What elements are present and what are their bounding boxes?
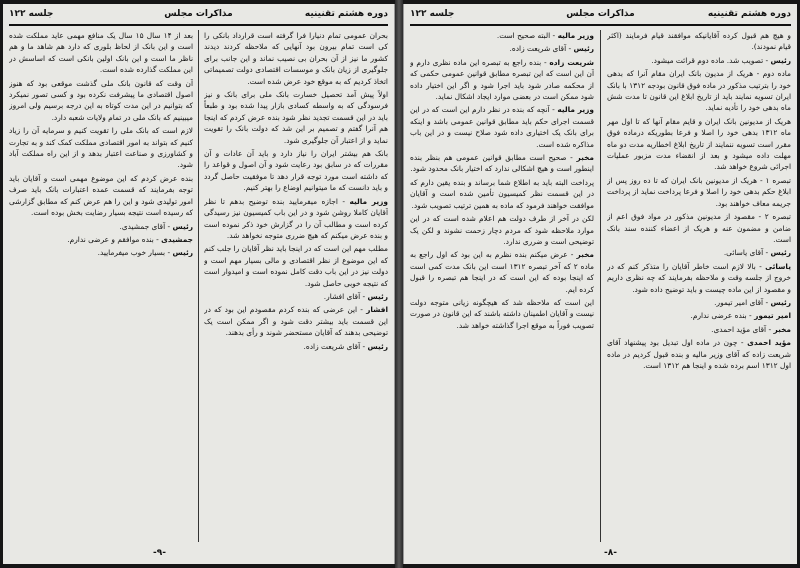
text-column-right xyxy=(204,30,388,542)
speaker-name: شریعت زاده xyxy=(549,57,594,67)
speaker-name: وزیر مالیه xyxy=(557,105,594,115)
paragraph-text: اجازه میفرمایید بنده توضیح بدهم تا نظر آقایان کاملا روشن شود و در این باب کمیسیون نیز رسیدگی کرده است و مطالب آن را در گزارش خود ذکر نموده است و بنده عرض میکنم که هیچ ضرری متوجه نخواهد شد. xyxy=(204,196,388,240)
text-column-right xyxy=(607,30,791,542)
paragraph-text: بعد از ۱۴ سال ۱۵ سال یک منافع مهمی عاید مملکت شده است و این بانک از لحاظ بلوری که دارد هم شاهد ما و هم ناظر ما است و این بانک اولین بانکی است که اساسش در این مملکت گذارده شده است. xyxy=(9,31,193,75)
speaker-name: مخبر xyxy=(576,153,594,163)
running-header xyxy=(410,8,791,24)
header-publication: دوره هشتم تقنینیه xyxy=(304,9,388,19)
speaker-name: مخبر xyxy=(576,250,594,260)
paragraph-text: بحران عمومی تمام دنیارا فرا گرفته است قرارداد بانکی را کی است تمام بیرون بود آنهایی که ملاحظه کردند دیدند کشور ما نیز از آن بحران بی نصیب نماند و این جانب برای جلوگیری از زیان بانک و موسسات اقتصادی دولت تصمیماتی اتخاذ کردیم که به موقع خود عرض شده است. xyxy=(204,31,388,86)
paragraph-text: بنده عرض کردم که این موضوع مهمی است و آقایان باید توجه بفرمایند که قسمت عمده اعتبارات بانک باید صرف امور تولیدی شود و این را هم عرض کنم که مطابق گزارشی که رسیده است نتیجه بسیار رضایت بخش بوده است. xyxy=(9,173,193,218)
speaker-name: افشار xyxy=(366,305,388,315)
paragraph-text: آقای امیر تیمور. xyxy=(714,297,764,307)
paragraph: افشار - این عرضی که بنده کردم مقصودم این بود که در این قسمت باید بیشتر دقت شود و اگر ممکن است یک توضیحی بدهند که آقایان مستحضر شوند و رأی بدهند. xyxy=(204,305,388,338)
speaker-name: رئیس xyxy=(770,248,791,258)
column-divider xyxy=(198,30,199,542)
header-rule xyxy=(410,24,791,26)
paragraph: رئیس - آقای شریعت زاده. xyxy=(509,44,594,54)
header-rule xyxy=(9,24,388,26)
paragraph: رئیس - آقای امیر تیمور. xyxy=(714,297,791,307)
paragraph-text: بنده عرضی ندارم. xyxy=(690,311,747,321)
paragraph xyxy=(410,297,594,331)
page-number: -۹- xyxy=(153,548,166,558)
paragraph-text: هریک از مدیونین بانک ایران و قایم مقام آنها که تا اول مهر ماه ۱۳۱۲ بدهی خود را اصلا و فرعا بطوریکه درماده فوق مقرر است تسویه ننمایند از تاریخ ابلاغ اخطاریه مدت دو ماه مهلت داده میشود و بعد از انقضاء مدت مزبور عملیات اجرائی شروع خواهد شد. xyxy=(607,116,791,172)
paragraph xyxy=(204,89,388,146)
paragraph-text: اولاً پیش آمد تحصیل خسارت بانک ملی برای بانک و نیز فرسودگی که به واسطه کسادی بازار پیدا شده بود و طبعاً باید در این قسمت تجدید نظر شود بنده عرض کردم که اینجا هم آنرا گفتم و تصمیم بر این شد که دولت بانک را تقویت نماید و از اعتبار آن جلوگیری شود. xyxy=(204,90,388,145)
speaker-name: رئیس xyxy=(172,221,193,231)
paragraph-text: تبصره ۲ - مقصود از مدیونین مذکور در مواد فوق اعم از ضامن و مضمون عنه و هریک از اعضاء کننده سند بانک است. xyxy=(607,212,791,244)
paragraph xyxy=(607,175,791,209)
paragraph-text: این است که ملاحظه شد که هیچگونه زیانی متوجه دولت نیست و آقایان اطمینان داشته باشند که این قانون در صورت تصویب فوراً به موقع اجرا گذاشته خواهد شد. xyxy=(410,297,594,330)
speaker-name: مؤید احمدی xyxy=(747,338,791,348)
speaker-name: رئیس xyxy=(770,297,791,307)
paragraph: رئیس - آقای افشار. xyxy=(323,291,388,301)
paragraph: مخبر - صحیح است مطابق قوانین عمومی هم بنظر بنده اینطور است و هیچ اشکالی ندارد که اختیار بانک محدود شود. xyxy=(410,153,594,174)
paragraph: یاسائی - بالا لازم است خاطر آقایان را متذکر کنم که در خروج از جلسه وقت و ملاحظه بفرمایند که چه نظری داریم و مقصود از این ماده چیست و باید توضیح داده شود. xyxy=(607,261,791,294)
paragraph-text: بالا لازم است خاطر آقایان را متذکر کنم که در خروج از جلسه وقت و ملاحظه بفرمایند که چه نظری داریم و مقصود از این ماده چیست و باید توضیح داده شود. xyxy=(607,261,791,294)
page-number: -۸- xyxy=(604,548,617,558)
header-title: مذاکرات مجلس xyxy=(164,9,233,19)
paragraph xyxy=(410,213,594,247)
speaker-name: وزیر مالیه xyxy=(349,196,388,206)
paragraph-text: عرض میکنم بنده نظرم به این بود که اول راجع به ماده ۲ که آخر تبصره ۱۳۱۲ است این بانک مدت کمی است که اینجا بوده که این است که در اینجا هم تبصره را قبول کرده ایم. xyxy=(410,250,594,294)
speaker-name: جمشیدی xyxy=(161,234,193,244)
speaker-name: امیر تیمور xyxy=(754,311,791,321)
paragraph: مخبر - آقای مؤید احمدی. xyxy=(711,324,791,334)
paragraph-text: آقای شریعت زاده. xyxy=(509,44,567,54)
paragraph-text: بسیار خوب میفرمایید. xyxy=(97,248,166,258)
speaker-name: وزیر مالیه xyxy=(557,31,594,40)
paragraph: مخبر - عرض میکنم بنده نظرم به این بود که اول راجع به ماده ۲ که آخر تبصره ۱۳۱۲ است این بانک مدت کمی است که اینجا بوده که این است که در اینجا هم تبصره را قبول کرده ایم. xyxy=(410,250,594,294)
text-column-left xyxy=(410,30,594,542)
right-page xyxy=(403,4,797,564)
book-gutter xyxy=(395,0,403,568)
paragraph-text: این عرضی که بنده کردم مقصودم این بود که در این قسمت باید بیشتر دقت شود و اگر ممکن است یک توضیحی بدهند که آقایان مستحضر شوند و رأی بدهند. xyxy=(204,305,388,338)
paragraph xyxy=(607,30,791,53)
text-column-left xyxy=(9,30,193,542)
speaker-name: رئیس xyxy=(172,248,193,258)
paragraph: رئیس - آقای یاسائی. xyxy=(723,248,791,258)
paragraph-text: آقای مؤید احمدی. xyxy=(711,324,767,334)
header-session: جلسه ۱۲۲ xyxy=(410,9,455,19)
paragraph-text: مطلب مهم این است که در اینجا باید نظر آقایان را جلب کنم که این موضوع از نظر اقتصادی و مالی بسیار مهم است و دولت نیز در این باب دقت کامل نموده است و امیدوار است که نتیجه خوبی حاصل شود. xyxy=(204,244,388,288)
paragraph-text: البته صحیح است. xyxy=(496,31,551,40)
paragraph-text: بانک هم بیشتر ایران را نیاز دارد و باید آن عادات و آن مقررات که در سابق بود رعایت شود و آن اصول و قواعد را که داشته است مورد توجه قرار دهد تا موفقیت حاصل گردد و باید دانست که ما میتوانیم اوضاع را بهتر کنیم. xyxy=(204,149,388,193)
speaker-name: یاسائی xyxy=(765,261,791,271)
paragraph xyxy=(607,116,791,173)
paragraph-text: پرداخت البته باید به اطلاع شما برساند و بنده یقین دارم که در این قسمت نظر کمیسیون تأمین شده است و آقایان موافقت خواهند فرمود که ماده به همین ترتیب تصویب شود. xyxy=(410,177,594,210)
speaker-name: مخبر xyxy=(773,324,791,334)
paragraph-text: آقای افشار. xyxy=(323,291,361,301)
column-divider xyxy=(600,30,601,542)
paragraph-text: ماده دوم - هریک از مدیون بانک ایران مقام آنرا که بدهی خود را بترتیب مذکور در ماده فوق قانون بودجه ۱۳۱۲ با بانک ایران تسویه نمایند باید از تاریخ ابلاغ این قانون تا مدت شش ماه بدهی خود را تأدیه نماید. xyxy=(607,69,791,113)
paragraph-text: بنده راجع به تبصره این ماده نظری دارم و آن این است که این تبصره مطابق قوانین عمومی حکمی که از محکمه صادر شود باید اجرا شود و اگر این اختیار داده شود ممکن است در بعضی موارد ایجاد اشکال نماید. xyxy=(410,57,594,102)
running-header xyxy=(9,8,388,24)
paragraph-text: لکن در آخر از طرف دولت هم اعلام شده است که در این موارد ملاحظه شود که مردم دچار زحمت نشوند و لکن یک توضیحی است و ضرری ندارد. xyxy=(410,214,594,246)
paragraph: مؤید احمدی - چون در ماده اول تبدیل بود پیشنهاد آقای شریعت زاده که آقای وزیر مالیه و بنده قبول کردیم در ماده اول ۱۳۱۲ اسم برده شده و اینجا هم ۱۳۱۲ است. xyxy=(607,338,791,370)
paragraph-text: آقای یاسائی. xyxy=(723,248,764,258)
paragraph-text: تبصره ۱ - هریک از مدیونین بانک ایران که تا ده روز پس از ابلاغ حکم بدهی خود را اصلا و فرعا پرداخت نماید از پرداخت جریمه معاف خواهند بود. xyxy=(607,175,791,208)
header-title: مذاکرات مجلس xyxy=(566,9,635,19)
paragraph-text: آنچه که بنده در نظر دارم این است که در این قسمت اجرای حکم باید مطابق قوانین عمومی باشد و اینکه برای بانک یک اختیاری داده شود صلاح نیست و در این باب مذاکره شده است. xyxy=(410,105,594,149)
paragraph: وزیر مالیه - اجازه میفرمایید بنده توضیح بدهم تا نظر آقایان کاملا روشن شود و در این باب کمیسیون نیز رسیدگی کرده است و مطالب آن را در گزارش خود ذکر نموده است و بنده عرض میکنم که هیچ ضرری متوجه نخواهد شد. xyxy=(204,196,388,240)
paragraph: وزیر مالیه - البته صحیح است. xyxy=(496,31,594,40)
paragraph xyxy=(9,30,193,76)
paragraph: رئیس - تصویب شد. ماده دوم قرائت میشود. xyxy=(651,55,791,65)
paragraph: رئیس - بسیار خوب میفرمایید. xyxy=(97,248,193,258)
paragraph-text: تصویب شد. ماده دوم قرائت میشود. xyxy=(651,55,764,65)
header-publication: دوره هشتم تقنینیه xyxy=(707,9,791,19)
paragraph-text: چون در ماده اول تبدیل بود پیشنهاد آقای شریعت زاده که آقای وزیر مالیه و بنده قبول کردیم در ماده اول ۱۳۱۲ اسم برده شده و اینجا هم ۱۳۱۲ است. xyxy=(607,338,791,370)
paragraph xyxy=(607,211,791,245)
paragraph xyxy=(410,177,594,211)
paragraph-text: آن وقت که قانون بانک ملی گذشت موقعی بود که هنوز اصول اقتصادی ما پیشرفت نکرده بود و کسی تصور نمیکرد که بتوانیم در این مدت کوتاه به این درجه برسیم ولی امروز میبینیم که بانک ملی در تمام ولایات شعبه دارد. xyxy=(9,78,193,122)
paragraph: رئیس - آقای جمشیدی. xyxy=(119,221,193,231)
paragraph xyxy=(204,148,388,194)
paragraph: جمشیدی - بنده موافقم و عرضی ندارم. xyxy=(67,234,193,244)
speaker-name: رئیس xyxy=(573,44,594,54)
paragraph-text: صحیح است مطابق قوانین عمومی هم بنظر بنده اینطور است و هیچ اشکالی ندارد که اختیار بانک محدود شود. xyxy=(410,153,594,174)
paragraph xyxy=(607,68,791,114)
paragraph xyxy=(9,78,193,124)
paragraph: شریعت زاده - بنده راجع به تبصره این ماده نظری دارم و آن این است که این تبصره مطابق قوانین عمومی حکمی که از محکمه صادر شود باید اجرا شود و اگر این اختیار داده شود ممکن است در بعضی موارد ایجاد اشکال نماید. xyxy=(410,57,594,102)
speaker-name: رئیس xyxy=(770,55,791,65)
paragraph: امیر تیمور - بنده عرضی ندارم. xyxy=(690,311,791,321)
paragraph xyxy=(9,125,193,171)
paragraph-text: آقای شریعت زاده. xyxy=(303,341,361,351)
paragraph: وزیر مالیه - آنچه که بنده در نظر دارم این است که در این قسمت اجرای حکم باید مطابق قوانین عمومی باشد و اینکه برای بانک یک اختیاری داده شود صلاح نیست و در این باب مذاکره شده است. xyxy=(410,105,594,149)
paragraph-text: آقای جمشیدی. xyxy=(119,221,166,231)
paragraph-text: لازم است که بانک ملی را تقویت کنیم و سرمایه آن را زیاد کنیم که بتواند به امور اقتصادی مملکت کمک کند و به تجارت و کشاورزی و صناعت اعتبار بدهد و از این راه مملکت آباد شود. xyxy=(9,126,193,170)
paragraph-text: بنده موافقم و عرضی ندارم. xyxy=(67,234,154,244)
paragraph xyxy=(9,173,193,219)
header-session: جلسه ۱۲۲ xyxy=(9,9,54,19)
paragraph-text: و هیچ هم قبول کرده آقایانیکه موافقند قیام فرمایند (اکثر قیام نمودند). xyxy=(607,31,791,52)
left-page xyxy=(3,4,395,564)
speaker-name: رئیس xyxy=(367,341,388,351)
paragraph xyxy=(204,243,388,289)
paragraph: رئیس - آقای شریعت زاده. xyxy=(303,341,388,351)
paragraph xyxy=(204,30,388,87)
speaker-name: رئیس xyxy=(367,291,388,301)
